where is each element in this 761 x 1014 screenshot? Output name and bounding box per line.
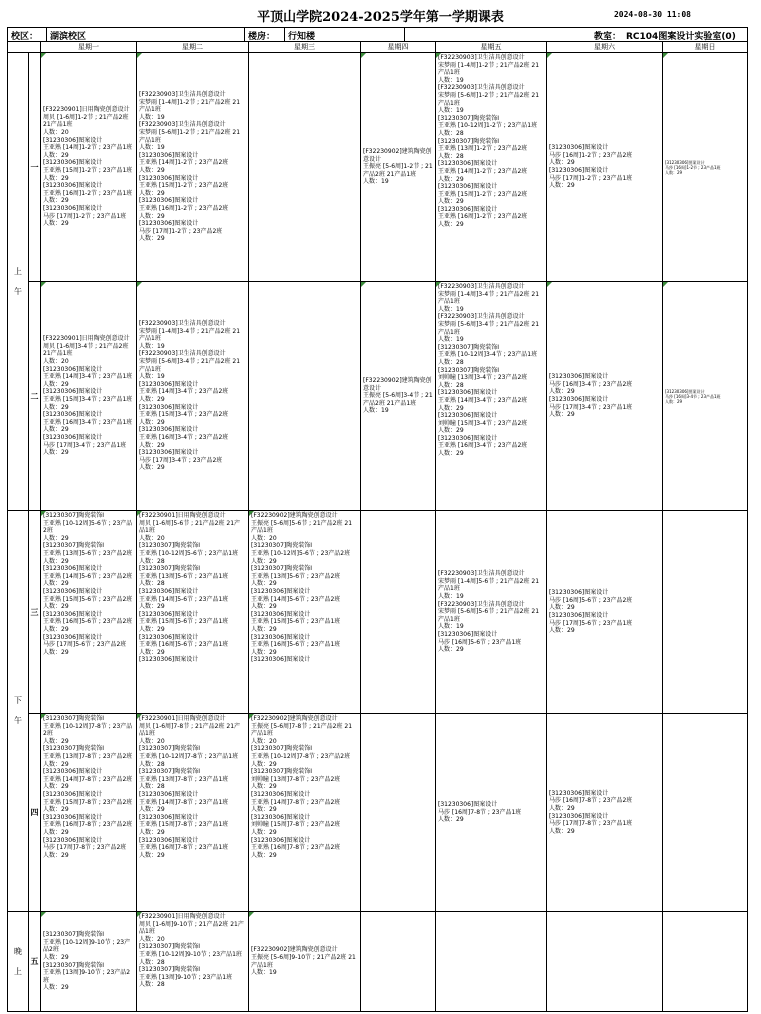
course-cell: [31230307]陶瓷装饰Ⅰ 王亚熟 [10-12周]9-10节 ; 23产品2班 人数：29 [31230307]陶瓷装饰Ⅰ 王亚熟 [13周]9-10节 ; 23产品2班 人数：29 [41, 912, 137, 1012]
course-cell: [31230307]陶瓷装饰Ⅰ 王亚熟 [10-12周]5-6节 ; 23产品2班 人数：29 [31230307]陶瓷装饰Ⅰ 王亚熟 [13周]5-6节 ; 23产品2班 人数：29 [31230306]图案设计 王亚熟 [14周]5-6节 ; 23产品2班 人数：29 [31230306]图案设计 王亚熟 [15周]5-6节 ; 23产品2班 人数：29 [31230306]图案设计 王亚熟 [16周]5-6节 ; 23产品2班 人数：29 [31230306]图案设计 马莎 [17周]5-6节 ; 23产品2班 人数：29 [41, 511, 137, 714]
course-cell [663, 511, 748, 714]
course-cell: [F32230902]建筑陶瓷创意设计 王振亮 [5-6周]5-6节 ; 21产品2班 21产品1班 人数：20 [31230307]陶瓷装饰Ⅰ 王亚熟 [10-12周]5-6节 ; 23产品2班 人数：29 [31230307]陶瓷装饰Ⅰ 王亚熟 [13周]5-6节 ; 23产品2班 人数：29 [31230306]图案设计 王亚熟 [14周]5-6节 ; 23产品2班 人数：29 [31230306]图案设计 王亚熟 [15周]5-6节 ; 23产品1班 人数：29 [31230306]图案设计 王亚熟 [16周]5-6节 ; 23产品1班 人数：29 [31230306]图案设计 [249, 511, 361, 714]
course-cell [663, 714, 748, 912]
section-label: 三 [29, 511, 41, 714]
course-cell: [F32230903]卫生洁具创意设计 宋梦雨 [1-4周]1-2节 ; 21产品2班 21产品1班 人数：19 [F32230903]卫生洁具创意设计 宋梦雨 [5-6周]1-2节 ; 21产品2班 21产品1班 人数：19 [31230306]图案设计 王亚熟 [14周]1-2节 ; 23产品2班 人数：29 [31230306]图案设计 王亚熟 [15周]1-2节 ; 23产品2班 人数：29 [31230306]图案设计 王亚熟 [16周]1-2节 ; 23产品2班 人数：29 [31230306]图案设计 马莎 [17周]1-2节 ; 23产品2班 人数：29 [137, 53, 249, 282]
section-label: 一 [29, 53, 41, 282]
course-cell: [F32230901]日用陶瓷创意设计 周贝 [1-6周]5-6节 ; 21产品2班 21产品1班 人数：20 [31230307]陶瓷装饰Ⅰ 王亚熟 [10-12周]5-6节 ; 23产品1班 人数：28 [31230307]陶瓷装饰Ⅰ 王亚熟 [13周]5-6节 ; 23产品1班 人数：28 [31230306]图案设计 王亚熟 [14周]5-6节 ; 23产品1班 人数：29 [31230306]图案设计 王亚熟 [15周]5-6节 ; 23产品1班 人数：29 [31230306]图案设计 王亚熟 [16周]5-6节 ; 23产品1班 人数：29 [31230306]图案设计 [137, 511, 249, 714]
course-cell [663, 912, 748, 1012]
course-cell: [F32230901]日用陶瓷创意设计 周贝 [1-6周]3-4节 ; 21产品2班 21产品1班 人数：20 [31230306]图案设计 王亚熟 [14周]3-4节 ; 23产品1班 人数：29 [31230306]图案设计 王亚熟 [15周]3-4节 ; 23产品1班 人数：29 [31230306]图案设计 王亚熟 [16周]3-4节 ; 23产品1班 人数：29 [31230306]图案设计 马莎 [17周]3-4节 ; 23产品1班 人数：29 [41, 282, 137, 511]
course-cell [361, 912, 436, 1012]
section-label: 五 [29, 912, 41, 1012]
corner-header [8, 42, 41, 53]
page-title: 平顶山学院2024-2025学年第一学期课表 [257, 10, 504, 25]
course-cell: [31230306]图案设计 马莎 [16周]3-4节 ; 23产品1班 人数：29 [663, 282, 748, 511]
course-cell: [F32230903]卫生洁具创意设计 宋梦雨 [1-4周]3-4节 ; 21产品2班 21产品1班 人数：19 [F32230903]卫生洁具创意设计 宋梦雨 [5-6周]3-4节 ; 21产品2班 21产品1班 人数：19 [31230307]陶瓷装饰Ⅰ 王亚熟 [10-12周]3-4节 ; 23产品1班 人数：28 [31230307]陶瓷装饰Ⅰ 刘帅瞳 [13周]3-4节 ; 23产品2班 人数：28 [31230306]图案设计 王亚熟 [14周]3-4节 ; 23产品2班 人数：29 [31230306]图案设计 刘帅瞳 [15周]3-4节 ; 23产品2班 人数：29 [31230306]图案设计 王亚熟 [16周]3-4节 ; 23产品2班 人数：29 [436, 282, 547, 511]
section-row [8, 53, 748, 282]
course-cell: [F32230901]日用陶瓷创意设计 周贝 [1-6周]9-10节 ; 21产品2班 21产品1班 人数：20 [31230307]陶瓷装饰Ⅰ 王亚熟 [10-12周]9-10节 ; 23产品1班 人数：28 [31230307]陶瓷装饰Ⅰ 王亚熟 [13周]9-10节 ; 23产品1班 人数：28 [137, 912, 249, 1012]
course-cell: [31230307]陶瓷装饰Ⅰ 王亚熟 [10-12周]7-8节 ; 23产品2班 人数：29 [31230307]陶瓷装饰Ⅰ 王亚熟 [13周]7-8节 ; 23产品2班 人数：29 [31230306]图案设计 王亚熟 [14周]7-8节 ; 23产品2班 人数：29 [31230306]图案设计 王亚熟 [15周]7-8节 ; 23产品2班 人数：29 [31230306]图案设计 王亚熟 [16周]7-8节 ; 23产品2班 人数：29 [31230306]图案设计 马莎 [17周]7-8节 ; 23产品2班 人数：29 [41, 714, 137, 912]
course-cell [436, 912, 547, 1012]
building-value: 行知楼 [288, 32, 316, 42]
course-cell: [31230306]图案设计 马莎 [16周]7-8节 ; 23产品1班 人数：29 [436, 714, 547, 912]
course-cell [361, 511, 436, 714]
section-label: 二 [29, 282, 41, 511]
course-cell: [31230306]图案设计 马莎 [16周]5-6节 ; 23产品2班 人数：29 [31230306]图案设计 马莎 [17周]5-6节 ; 23产品1班 人数：29 [547, 511, 663, 714]
section-row [8, 912, 748, 1012]
course-cell [547, 912, 663, 1012]
room-label: 教室： [594, 32, 622, 42]
weekday-header: 星期一 [41, 42, 137, 53]
building-label: 楼房： [248, 32, 276, 42]
weekday-header: 星期日 [663, 42, 748, 53]
course-cell: [F32230903]卫生洁具创意设计 宋梦雨 [1-4周]3-4节 ; 21产品2班 21产品1班 人数：19 [F32230903]卫生洁具创意设计 宋梦雨 [5-6周]3-4节 ; 21产品2班 21产品1班 人数：19 [31230306]图案设计 王亚熟 [14周]3-4节 ; 23产品2班 人数：29 [31230306]图案设计 王亚熟 [15周]3-4节 ; 23产品2班 人数：29 [31230306]图案设计 王亚熟 [16周]3-4节 ; 23产品2班 人数：29 [31230306]图案设计 马莎 [17周]3-4节 ; 23产品2班 人数：29 [137, 282, 249, 511]
course-cell: [F32230903]卫生洁具创意设计 宋梦雨 [1-4周]5-6节 ; 21产品2班 21产品1班 人数：19 [F32230903]卫生洁具创意设计 宋梦雨 [5-6周]5-6节 ; 21产品2班 21产品1班 人数：19 [31230306]图案设计 马莎 [16周]5-6节 ; 23产品1班 人数：29 [436, 511, 547, 714]
timetable-meta-bar [7, 27, 748, 42]
campus-label: 校区： [11, 32, 39, 42]
weekday-header: 星期五 [436, 42, 547, 53]
section-row [8, 511, 748, 714]
course-cell: [F32230901]日用陶瓷创意设计 周贝 [1-6周]7-8节 ; 21产品2班 21产品1班 人数：20 [31230307]陶瓷装饰Ⅰ 王亚熟 [10-12周]7-8节 ; 23产品1班 人数：28 [31230307]陶瓷装饰Ⅰ 王亚熟 [13周]7-8节 ; 23产品1班 人数：28 [31230306]图案设计 王亚熟 [14周]7-8节 ; 23产品1班 人数：29 [31230306]图案设计 王亚熟 [15周]7-8节 ; 23产品1班 人数：29 [31230306]图案设计 王亚熟 [16周]7-8节 ; 23产品1班 人数：29 [137, 714, 249, 912]
section-row [8, 282, 748, 511]
weekday-header: 星期六 [547, 42, 663, 53]
course-cell: [F32230901]日用陶瓷创意设计 周贝 [1-6周]1-2节 ; 21产品2班 21产品1班 人数：20 [31230306]图案设计 王亚熟 [14周]1-2节 ; 23产品1班 人数：29 [31230306]图案设计 王亚熟 [15周]1-2节 ; 23产品1班 人数：29 [31230306]图案设计 王亚熟 [16周]1-2节 ; 23产品1班 人数：29 [31230306]图案设计 马莎 [17周]1-2节 ; 23产品1班 人数：29 [41, 53, 137, 282]
timetable-grid [7, 41, 748, 1012]
section-row [8, 714, 748, 912]
course-cell: [F32230902]建筑陶瓷创意设计 王振亮 [5-6周]1-2节 ; 21产品2班 21产品1班 人数：19 [361, 53, 436, 282]
weekday-header: 星期四 [361, 42, 436, 53]
half-day-label: 上 午 [8, 53, 29, 511]
course-cell [361, 714, 436, 912]
course-cell: [31230306]图案设计 马莎 [16周]1-2节 ; 23产品2班 人数：29 [31230306]图案设计 马莎 [17周]1-2节 ; 23产品1班 人数：29 [547, 53, 663, 282]
weekday-header-row [8, 42, 748, 53]
weekday-header: 星期三 [249, 42, 361, 53]
course-cell: [31230306]图案设计 马莎 [16周]7-8节 ; 23产品2班 人数：29 [31230306]图案设计 马莎 [17周]7-8节 ; 23产品1班 人数：29 [547, 714, 663, 912]
course-cell: [31230306]图案设计 马莎 [16周]1-2节 ; 23产品1班 人数：29 [663, 53, 748, 282]
section-label: 四 [29, 714, 41, 912]
course-cell [249, 53, 361, 282]
course-cell: [F32230902]建筑陶瓷创意设计 王振亮 [5-6周]7-8节 ; 21产品2班 21产品1班 人数：20 [31230307]陶瓷装饰Ⅰ 王亚熟 [10-12周]7-8节 ; 23产品2班 人数：29 [31230307]陶瓷装饰Ⅰ 刘帅瞳 [13周]7-8节 ; 23产品2班 人数：29 [31230306]图案设计 王亚熟 [14周]7-8节 ; 23产品2班 人数：29 [31230306]图案设计 刘帅瞳 [15周]7-8节 ; 23产品2班 人数：29 [31230306]图案设计 王亚熟 [16周]7-8节 ; 23产品2班 人数：29 [249, 714, 361, 912]
course-cell [249, 282, 361, 511]
campus-value: 湖滨校区 [50, 32, 87, 42]
room-value: RC104图案设计实验室(0) [626, 32, 736, 42]
half-day-label: 晚 上 [8, 912, 29, 1012]
course-cell: [F32230902]建筑陶瓷创意设计 王振亮 [5-6周]9-10节 ; 21产品2班 21产品1班 人数：19 [249, 912, 361, 1012]
weekday-header: 星期二 [137, 42, 249, 53]
printed-timestamp: 2024-08-30 11:08 [613, 10, 691, 19]
course-cell: [F32230903]卫生洁具创意设计 宋梦雨 [1-4周]1-2节 ; 21产品2班 21产品1班 人数：19 [F32230903]卫生洁具创意设计 宋梦雨 [5-6周]1-2节 ; 21产品2班 21产品1班 人数：19 [31230307]陶瓷装饰Ⅰ 王亚熟 [10-12周]1-2节 ; 23产品1班 人数：28 [31230307]陶瓷装饰Ⅰ 王亚熟 [13周]1-2节 ; 23产品2班 人数：28 [31230306]图案设计 王亚熟 [14周]1-2节 ; 23产品2班 人数：29 [31230306]图案设计 王亚熟 [15周]1-2节 ; 23产品2班 人数：29 [31230306]图案设计 王亚熟 [16周]1-2节 ; 23产品2班 人数：29 [436, 53, 547, 282]
course-cell: [31230306]图案设计 马莎 [16周]3-4节 ; 23产品2班 人数：29 [31230306]图案设计 马莎 [17周]3-4节 ; 23产品1班 人数：29 [547, 282, 663, 511]
half-day-label: 下 午 [8, 511, 29, 912]
course-cell: [F32230902]建筑陶瓷创意设计 王振亮 [5-6周]3-4节 ; 21产品2班 21产品1班 人数：19 [361, 282, 436, 511]
